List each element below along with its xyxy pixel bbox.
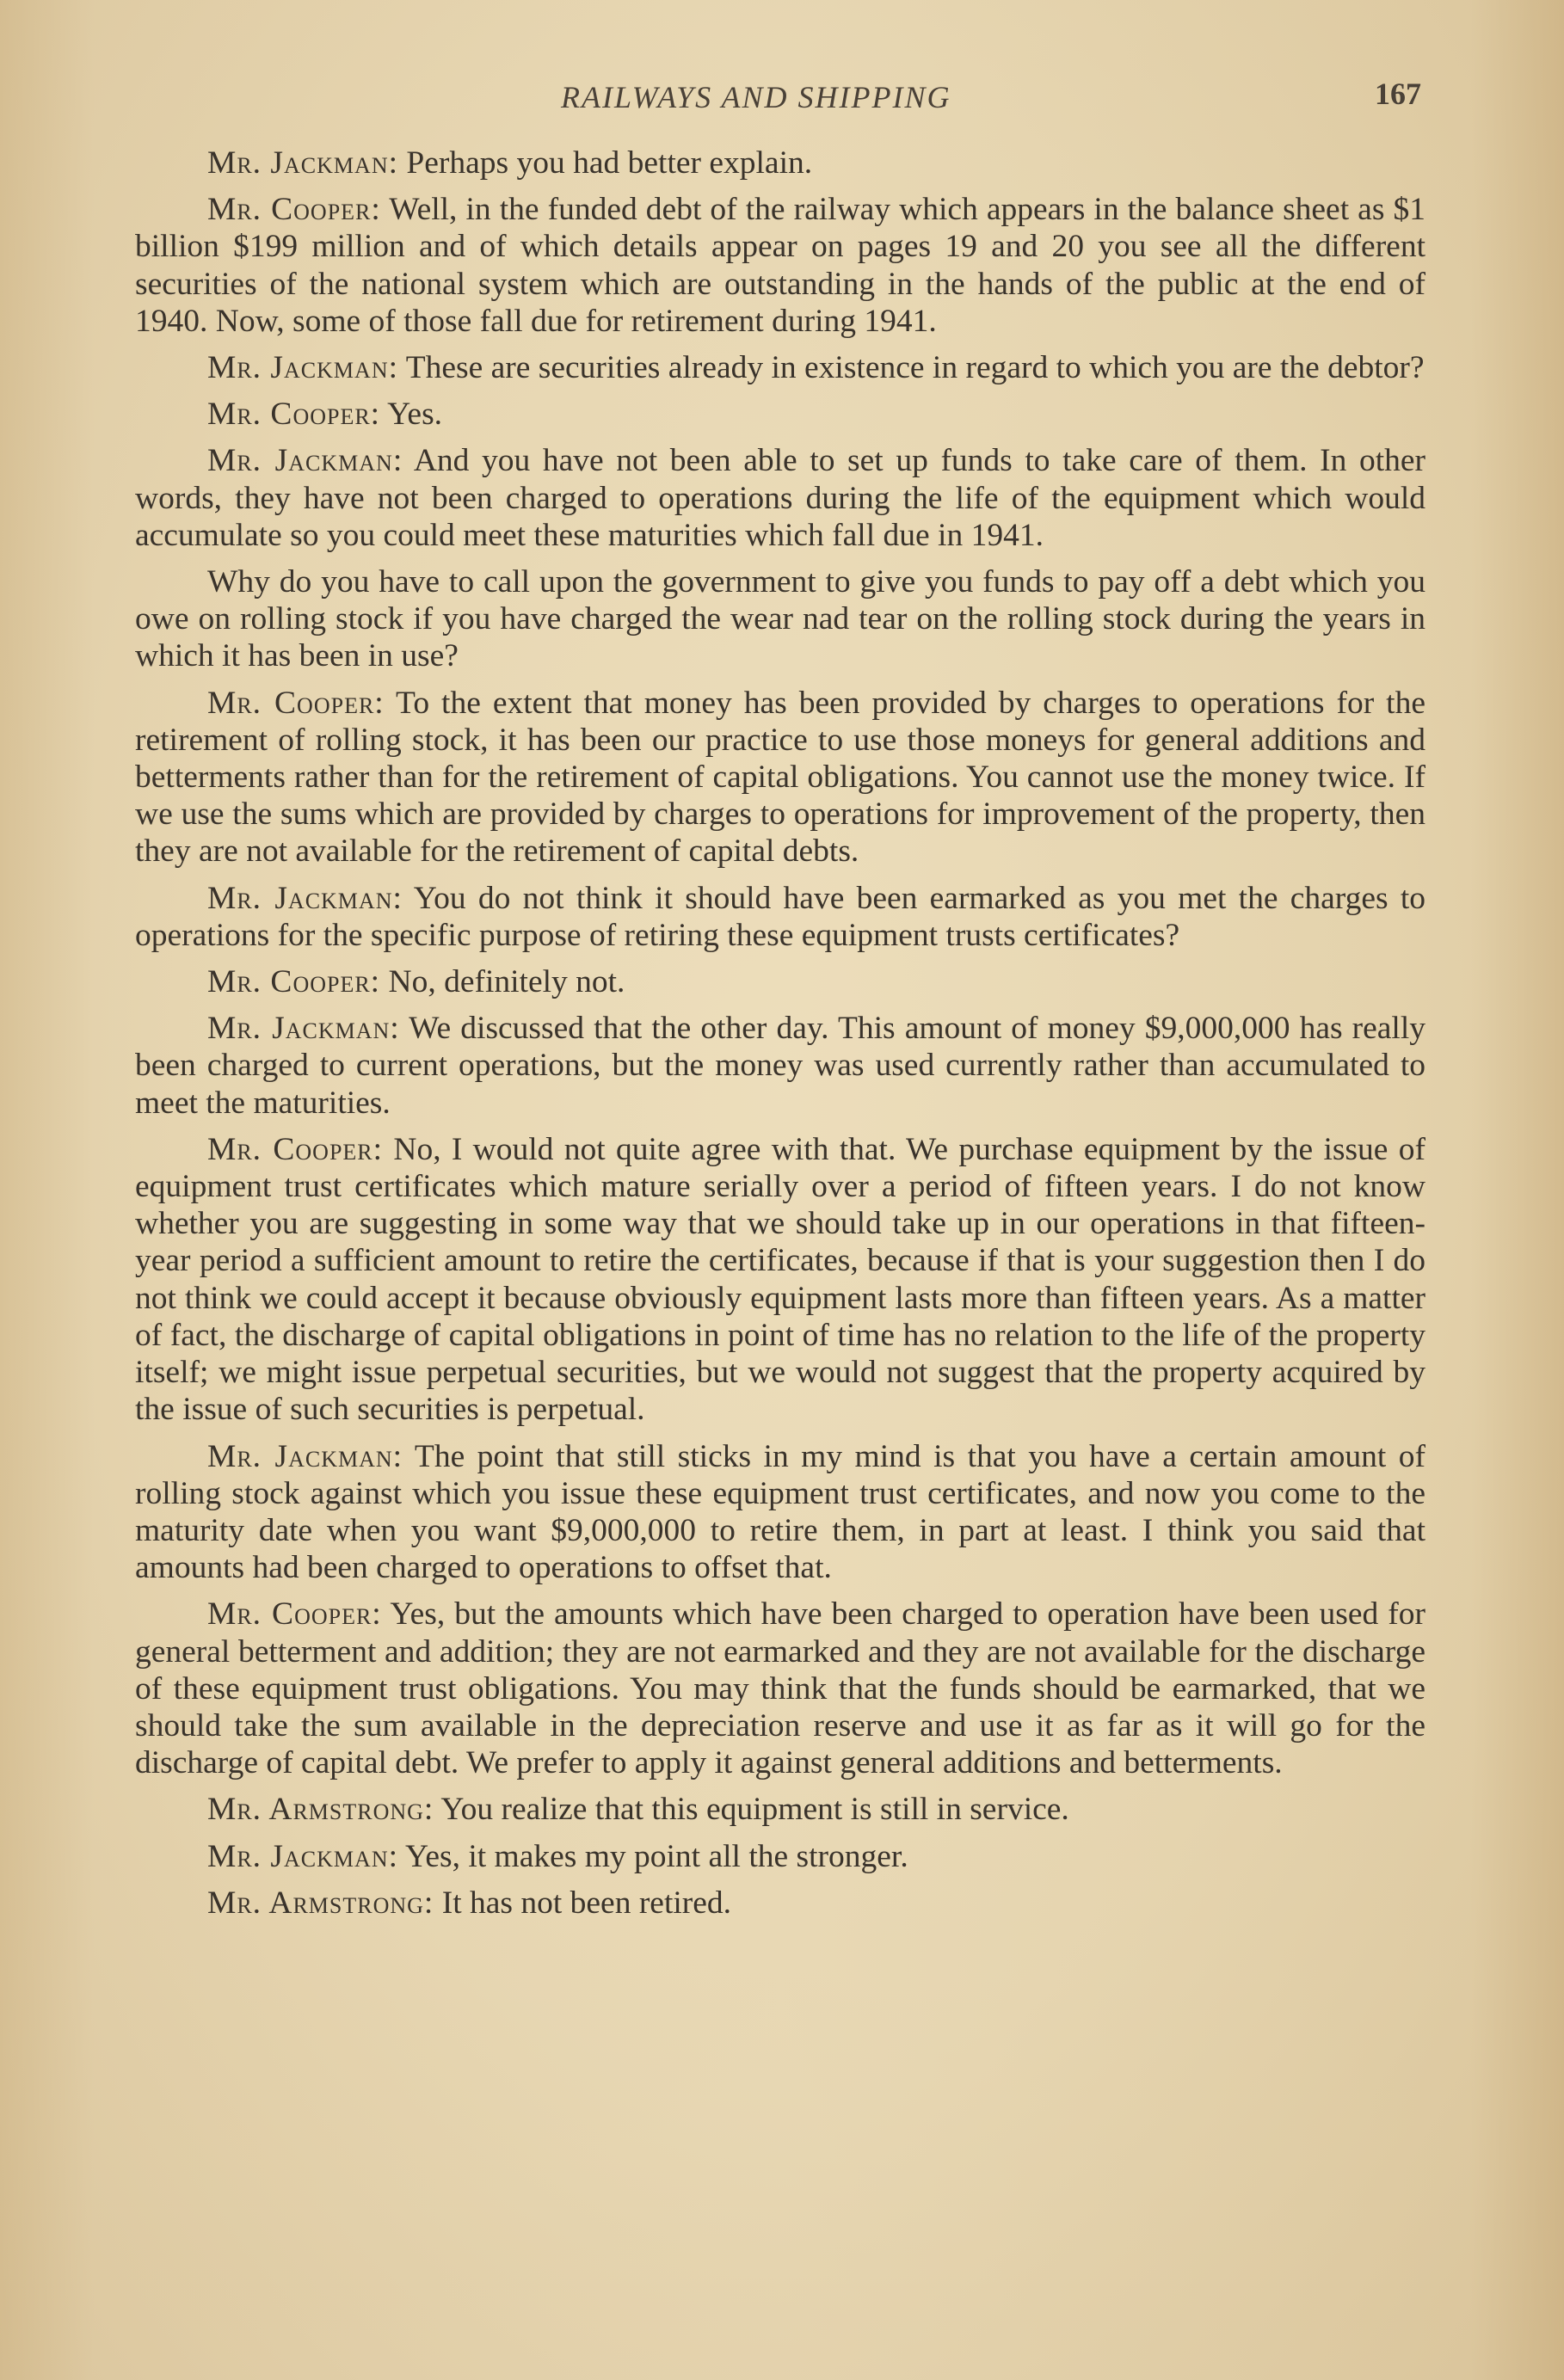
speech-text: And you have not been able to set up funds to take care of them. In other words, they have not been charged to operations during the life of the equipment which would accumulate so you could meet these maturities which fall due in 1941. [135,443,1426,553]
body-text [135,145,1425,1931]
paragraph [135,963,1425,1000]
paragraph [135,1791,1425,1828]
paragraph [135,1885,1425,1922]
speaker-label: Mr. Cooper: [207,192,381,228]
paragraph [135,442,1425,554]
speech-text: To the extent that money has been provided by charges to operations for the retirement of rolling stock, it has been our practice to use those moneys for general additions and betterments rather than for the retirement of capital obligations. You cannot use the money twice. If we use the sums which are provided by charges to operations for improvement of the property, then they are not available for the retirement of capital debts. [135,685,1425,870]
speech-text: Perhaps you had better explain. [406,145,813,181]
paragraph [135,396,1425,433]
speech-text: Yes. [387,397,443,433]
speaker-label: Mr. Jackman: [207,443,403,479]
paragraph [135,145,1425,181]
paragraph [135,563,1425,675]
speaker-label: Mr. Jackman: [207,350,399,386]
speech-text: These are securities already in existence in regard to which you are the debtor? [405,350,1425,386]
speaker-label: Mr. Cooper: [207,1596,382,1633]
speech-text: The point that still sticks in my mind is that you have a certain amount of rolling stock against which you issue these equipment trust certificates, and now you come to the maturity date when you want $9,000,000 to retire them, in part at least. I think you said that amounts had been charged to operations to offset that. [135,1438,1426,1586]
running-head [0,79,1564,122]
speaker-label: Mr. Jackman: [207,145,399,181]
speech-text: Well, in the funded debt of the railway which appears in the balance sheet as $1 billion $199 million and of which details appear on pages 19 and 20 you see all the different securities of the national system which are outstanding in the hands of the public at the end of 1940. Now, some of those fall due for retirement during 1941. [135,192,1425,339]
speaker-label: Mr. Armstrong: [207,1885,434,1921]
speech-text: We discussed that the other day. This amount of money $9,000,000 has really been charged to current operations, but the money was used currently rather than accumulated to meet the maturities. [135,1011,1426,1121]
speaker-label: Mr. Cooper: [207,964,381,1000]
speech-text: Yes, it makes my point all the stronger. [405,1838,908,1874]
speaker-label: Mr. Jackman: [207,1838,399,1874]
paragraph [135,191,1425,340]
page-number: 167 [1375,77,1421,111]
paragraph [135,349,1425,386]
speaker-label: Mr. Armstrong: [207,1792,434,1828]
paragraph [135,1438,1425,1587]
speech-text: You do not think it should have been earmarked as you met the charges to operations for the specific purpose of retiring these equipment trusts certificates? [135,880,1425,953]
speaker-label: Mr. Cooper: [207,1131,384,1167]
speaker-label: Mr. Jackman: [207,1438,403,1474]
paragraph [135,880,1425,954]
paragraph [135,1010,1425,1122]
speech-text: Why do you have to call upon the government to give you funds to pay off a debt which you owe on rolling stock if you have charged the wear nad tear on the rolling stock during the years in which it has been in use? [135,564,1425,674]
paragraph [135,1838,1425,1875]
paragraph [135,685,1425,870]
paragraph [135,1131,1425,1429]
speech-text: Yes, but the amounts which have been charged to operation have been used for general betterment and addition; they are not earmarked and they are not available for the discharge of these equipment trust obligations. You may think that the funds should be earmarked, that we should take the sum available in the depreciation reserve and use it as far as it will go for the discharge of capital debt. We prefer to apply it against general additions and betterments. [135,1596,1425,1781]
speaker-label: Mr. Cooper: [207,397,381,433]
paragraph [135,1596,1425,1781]
speaker-label: Mr. Jackman: [207,1011,400,1047]
speech-text: You realize that this equipment is still in service. [440,1792,1069,1828]
speech-text: No, I would not quite agree with that. We purchase equipment by the issue of equipment trust certificates which mature serially over a period of fifteen years. I do not know whether you are suggesting in some way that we should take up in our operations in that fifteen-year period a sufficient amount to retire the certificates, because if that is your suggestion then I do not think we could accept it because obviously equipment lasts more than fifteen years. As a matter of fact, the discharge of capital obligations in point of time has no relation to the life of the property itself; we might issue perpetual securities, but we would not suggest that the property acquired by the issue of such securities is perpetual. [135,1131,1425,1428]
speech-text: No, definitely not. [388,964,625,1000]
speaker-label: Mr. Cooper: [207,685,385,721]
speech-text: It has not been retired. [441,1885,732,1921]
speaker-label: Mr. Jackman: [207,880,403,916]
running-title: RAILWAYS AND SHIPPING [561,80,951,114]
